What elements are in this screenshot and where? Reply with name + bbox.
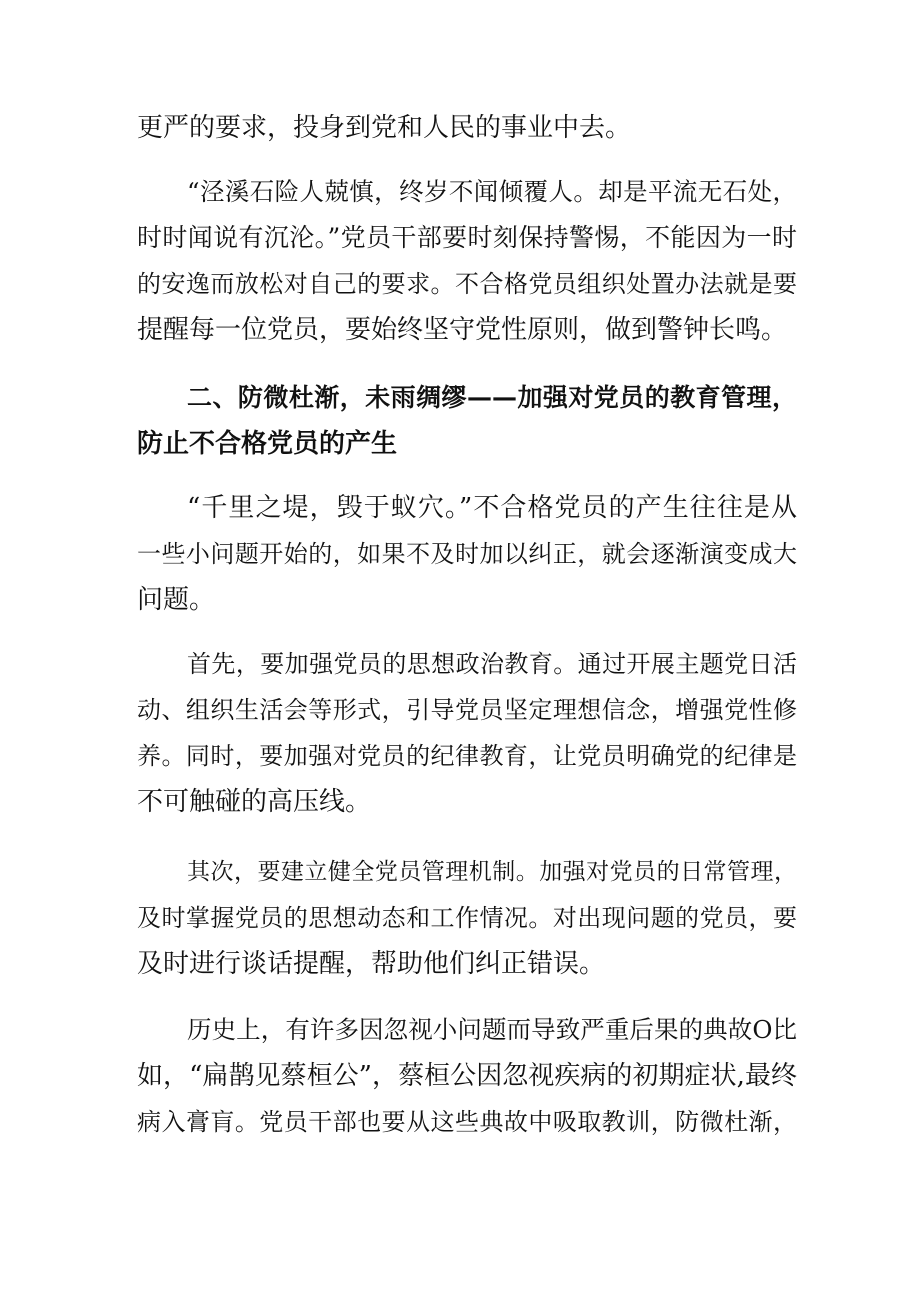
paragraph-line: 更严的要求，投身到党和人民的事业中去。 xyxy=(137,113,632,143)
section-heading-line: 二、防微杜渐，未雨绸缪——加强对党员的教育管理， xyxy=(187,383,797,412)
paragraph-line: 的安逸而放松对自己的要求。不合格党员组织处置办法就是要 xyxy=(137,270,797,298)
paragraph-line: “千里之堤，毁于蚁穴。”不合格党员的产生往往是从 xyxy=(187,493,797,523)
paragraph-line: 首先，要加强党员的思想政治教育。通过开展主题党日活 xyxy=(187,650,797,678)
paragraph-line: 及时进行谈话提醒，帮助他们纠正错误。 xyxy=(137,949,606,979)
paragraph-line: 养。同时，要加强对党员的纪律教育，让党员明确党的纪律是 xyxy=(137,742,797,770)
paragraph-line: 其次，要建立健全党员管理机制。加强对党员的日常管理， xyxy=(187,859,797,885)
paragraph-line: 历史上，有许多因忽视小问题而导致严重后果的典故O比 xyxy=(187,1015,797,1044)
paragraph-line: 一些小问题开始的，如果不及时加以纠正，就会逐渐演变成大 xyxy=(137,540,797,568)
paragraph-line: 及时掌握党员的思想动态和工作情况。对出现问题的党员，要 xyxy=(137,904,797,932)
section-heading-line: 防止不合格党员的产生 xyxy=(137,429,398,459)
paragraph-line: 病入膏肓。党员干部也要从这些典故中吸取教训，防微杜渐， xyxy=(137,1108,797,1136)
paragraph-line: 问题。 xyxy=(137,585,216,615)
paragraph-line: 不可触碰的高压线。 xyxy=(137,787,372,817)
paragraph-line: 如，“扁鹊见蔡桓公”，蔡桓公因忽视疾病的初期症状,最终 xyxy=(137,1061,797,1091)
paragraph-line: 时时闻说有沉沦。”党员干部要时刻保持警惕，不能因为一时 xyxy=(137,223,797,252)
paragraph-line: 动、组织生活会等形式，引导党员坚定理想信念，增强党性修 xyxy=(137,696,797,724)
paragraph-line: “泾溪石险人兢慎，终岁不闻倾覆人。却是平流无石处， xyxy=(187,177,797,206)
paragraph-line: 提醒每一位党员，要始终坚守党性原则，做到警钟长鸣。 xyxy=(137,315,788,345)
